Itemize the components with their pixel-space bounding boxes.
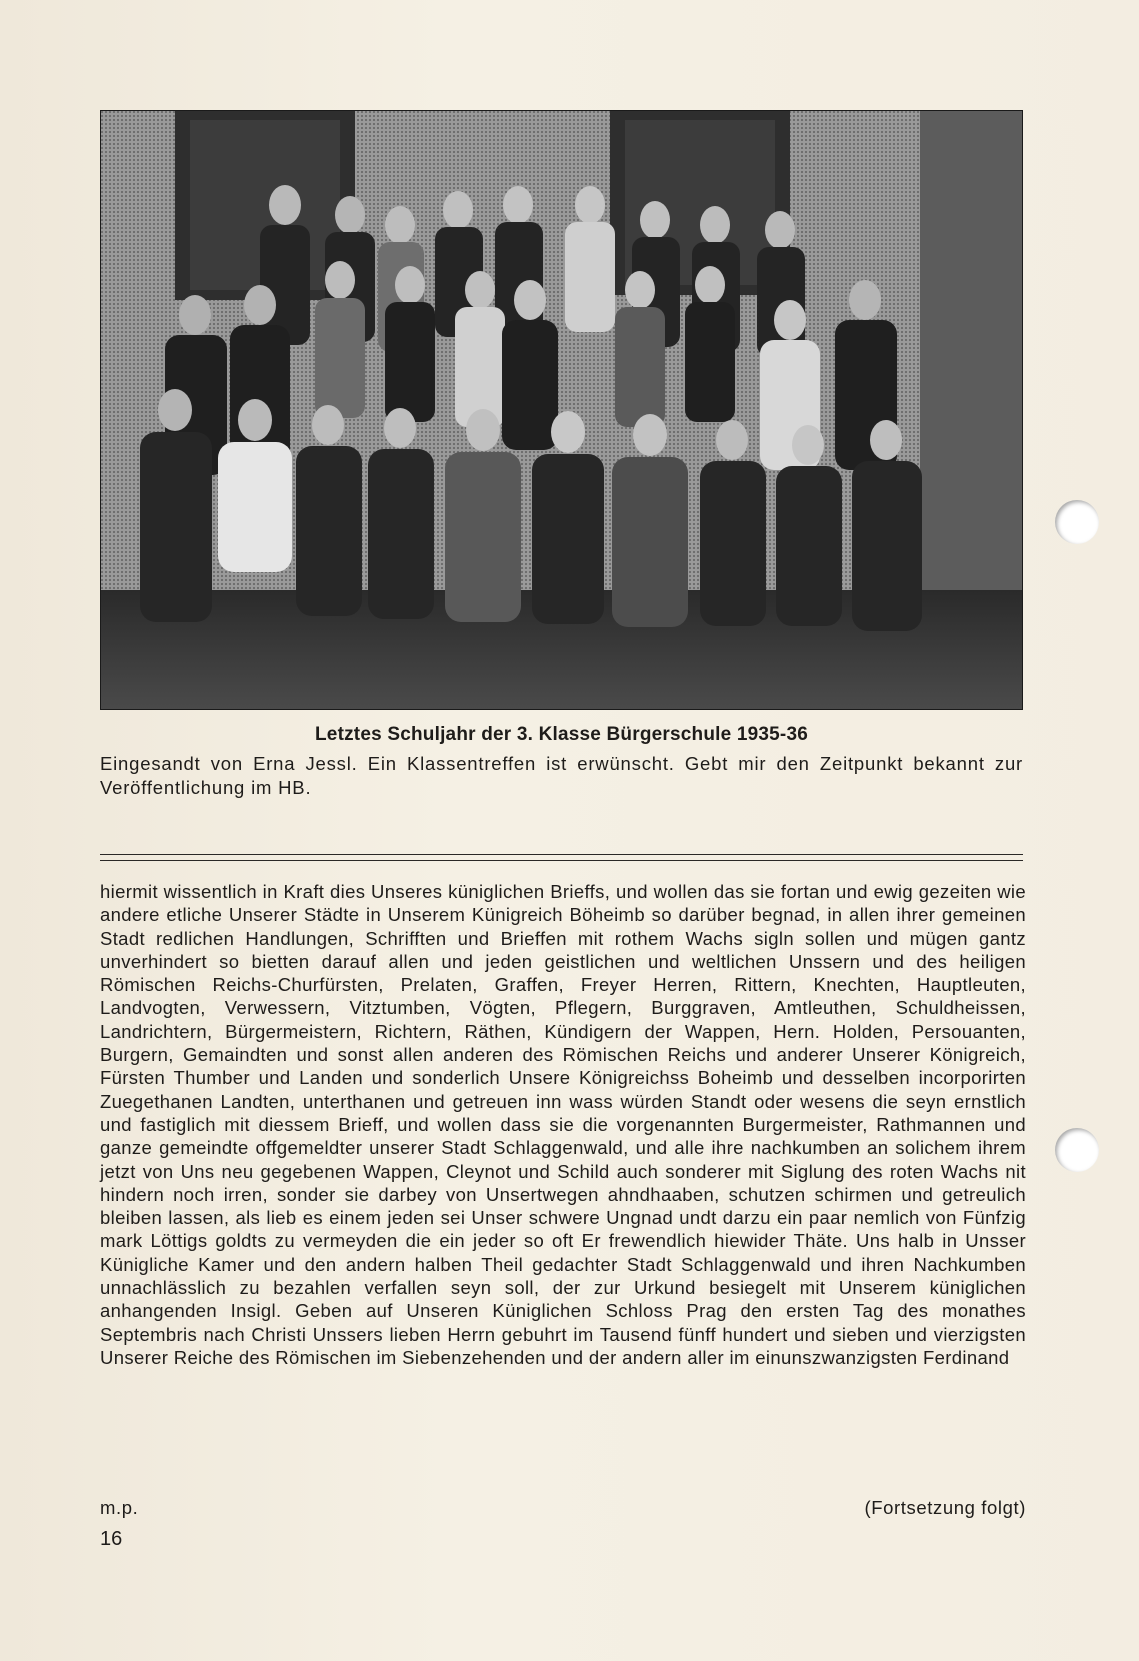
photo-caption-title: Letztes Schuljahr der 3. Klasse Bürgerschule 1935-36 <box>315 724 808 745</box>
photo-caption-body: Eingesandt von Erna Jessl. Ein Klassentreffen ist erwünscht. Gebt mir den Zeitpunkt bekannt zur Veröffentlichung im HB. <box>100 753 1023 798</box>
class-photo-illustration <box>100 110 1023 710</box>
divider-line-bottom <box>100 860 1023 861</box>
page-number: 16 <box>100 1528 123 1550</box>
class-photo <box>100 110 1023 710</box>
article-paragraph: hiermit wissentlich in Kraft dies Unseres küniglichen Brieffs, und wollen das sie fortan und ewig gezeiten wie andere etliche Unserer Städte in Unserem Künigreich Böheimb so darüber begnad, in allen ihrer gemeinen Stadt redlichen Handlungen, Schrifften und Brieffen mit rothem Wachs sigln sollen und mügen gantz unverhindert so bietten darauf allen und jeden geistlichen und weltlichen Unssern und des heiligen Römischen Reichs-Churfürsten, Prelaten, Graffen, Freyer Herren, Rittern, Knechten, Hauptleuten, Landvogten, Verwessern, Vitztumben, Vögten, Pflegern, Burggraven, Amtleuthen, Schuldheissen, Landrichtern, Bürgermeistern, Richtern, Räthen, Kündigern der Wappen, Hern. Holden, Persouanten, Burgern, Gemaindten und sonst allen anderen des Römischen Reichs und anderer Unserer Königreich, Fürsten Thumber und Landen und sonderlich Unsere Königreichss Boheimb und desselben incorporirten Zuegethanen Landten, unterthanen und getreuen inn wass würden Standt oder wesens die seyn ernstlich und fastiglich mit diessem Brieff, und wollen dass sie die vorgenannten Burgermeister, Rathmannen und ganze gemeindte offgemeldter unserer Stadt Schlaggenwald, und alle ihre nachkumben an solichem ihrem jetzt von Uns neu gegebenen Wappen, Cleynot und Schild auch sonderer mit Siglung des roten Wachs nit hindern noch irren, sonder sie darbey von Unsertwegen ahndhaaben, schutzen schirmen und getreulich bleiben lassen, als lieb es einem jeden sei Unser schwere Ungnad undt darzu ein paar nemlich von Fünfzig mark Löttigs goldts zu vermeyden die ein jeder so oft Er frewendlich hiewider Thäte. Uns halb in Unsser Künigliche Kamer und den andern halben Theil gedachter Stadt Schlaggenwald und ihren Nachkumben unnachlässlich zu bezahlen verfallen seyn soll, der zur Urkund besiegelt mit Unserem küniglichen anhangenden Insigl. Geben auf Unseren Küniglichen Schloss Prag den ersten Tag des monathes Septembris nach Christi Unssers lieben Herrn gebuhrt im Tausend fünff hundert und sieben und vierzigsten Unserer Reiche des Römischen im Siebenzehenden und der andern aller im einunszwanzigsten Ferdinand <box>100 881 1026 1368</box>
article-body <box>100 880 1026 1369</box>
divider-line-top <box>100 854 1023 855</box>
closing-signature: m.p. <box>100 1497 139 1518</box>
continuation-note: (Fortsetzung folgt) <box>864 1497 1026 1518</box>
punch-hole-bottom <box>1055 1128 1099 1172</box>
punch-hole-top <box>1055 500 1099 544</box>
article-closing-line <box>100 1496 1026 1519</box>
